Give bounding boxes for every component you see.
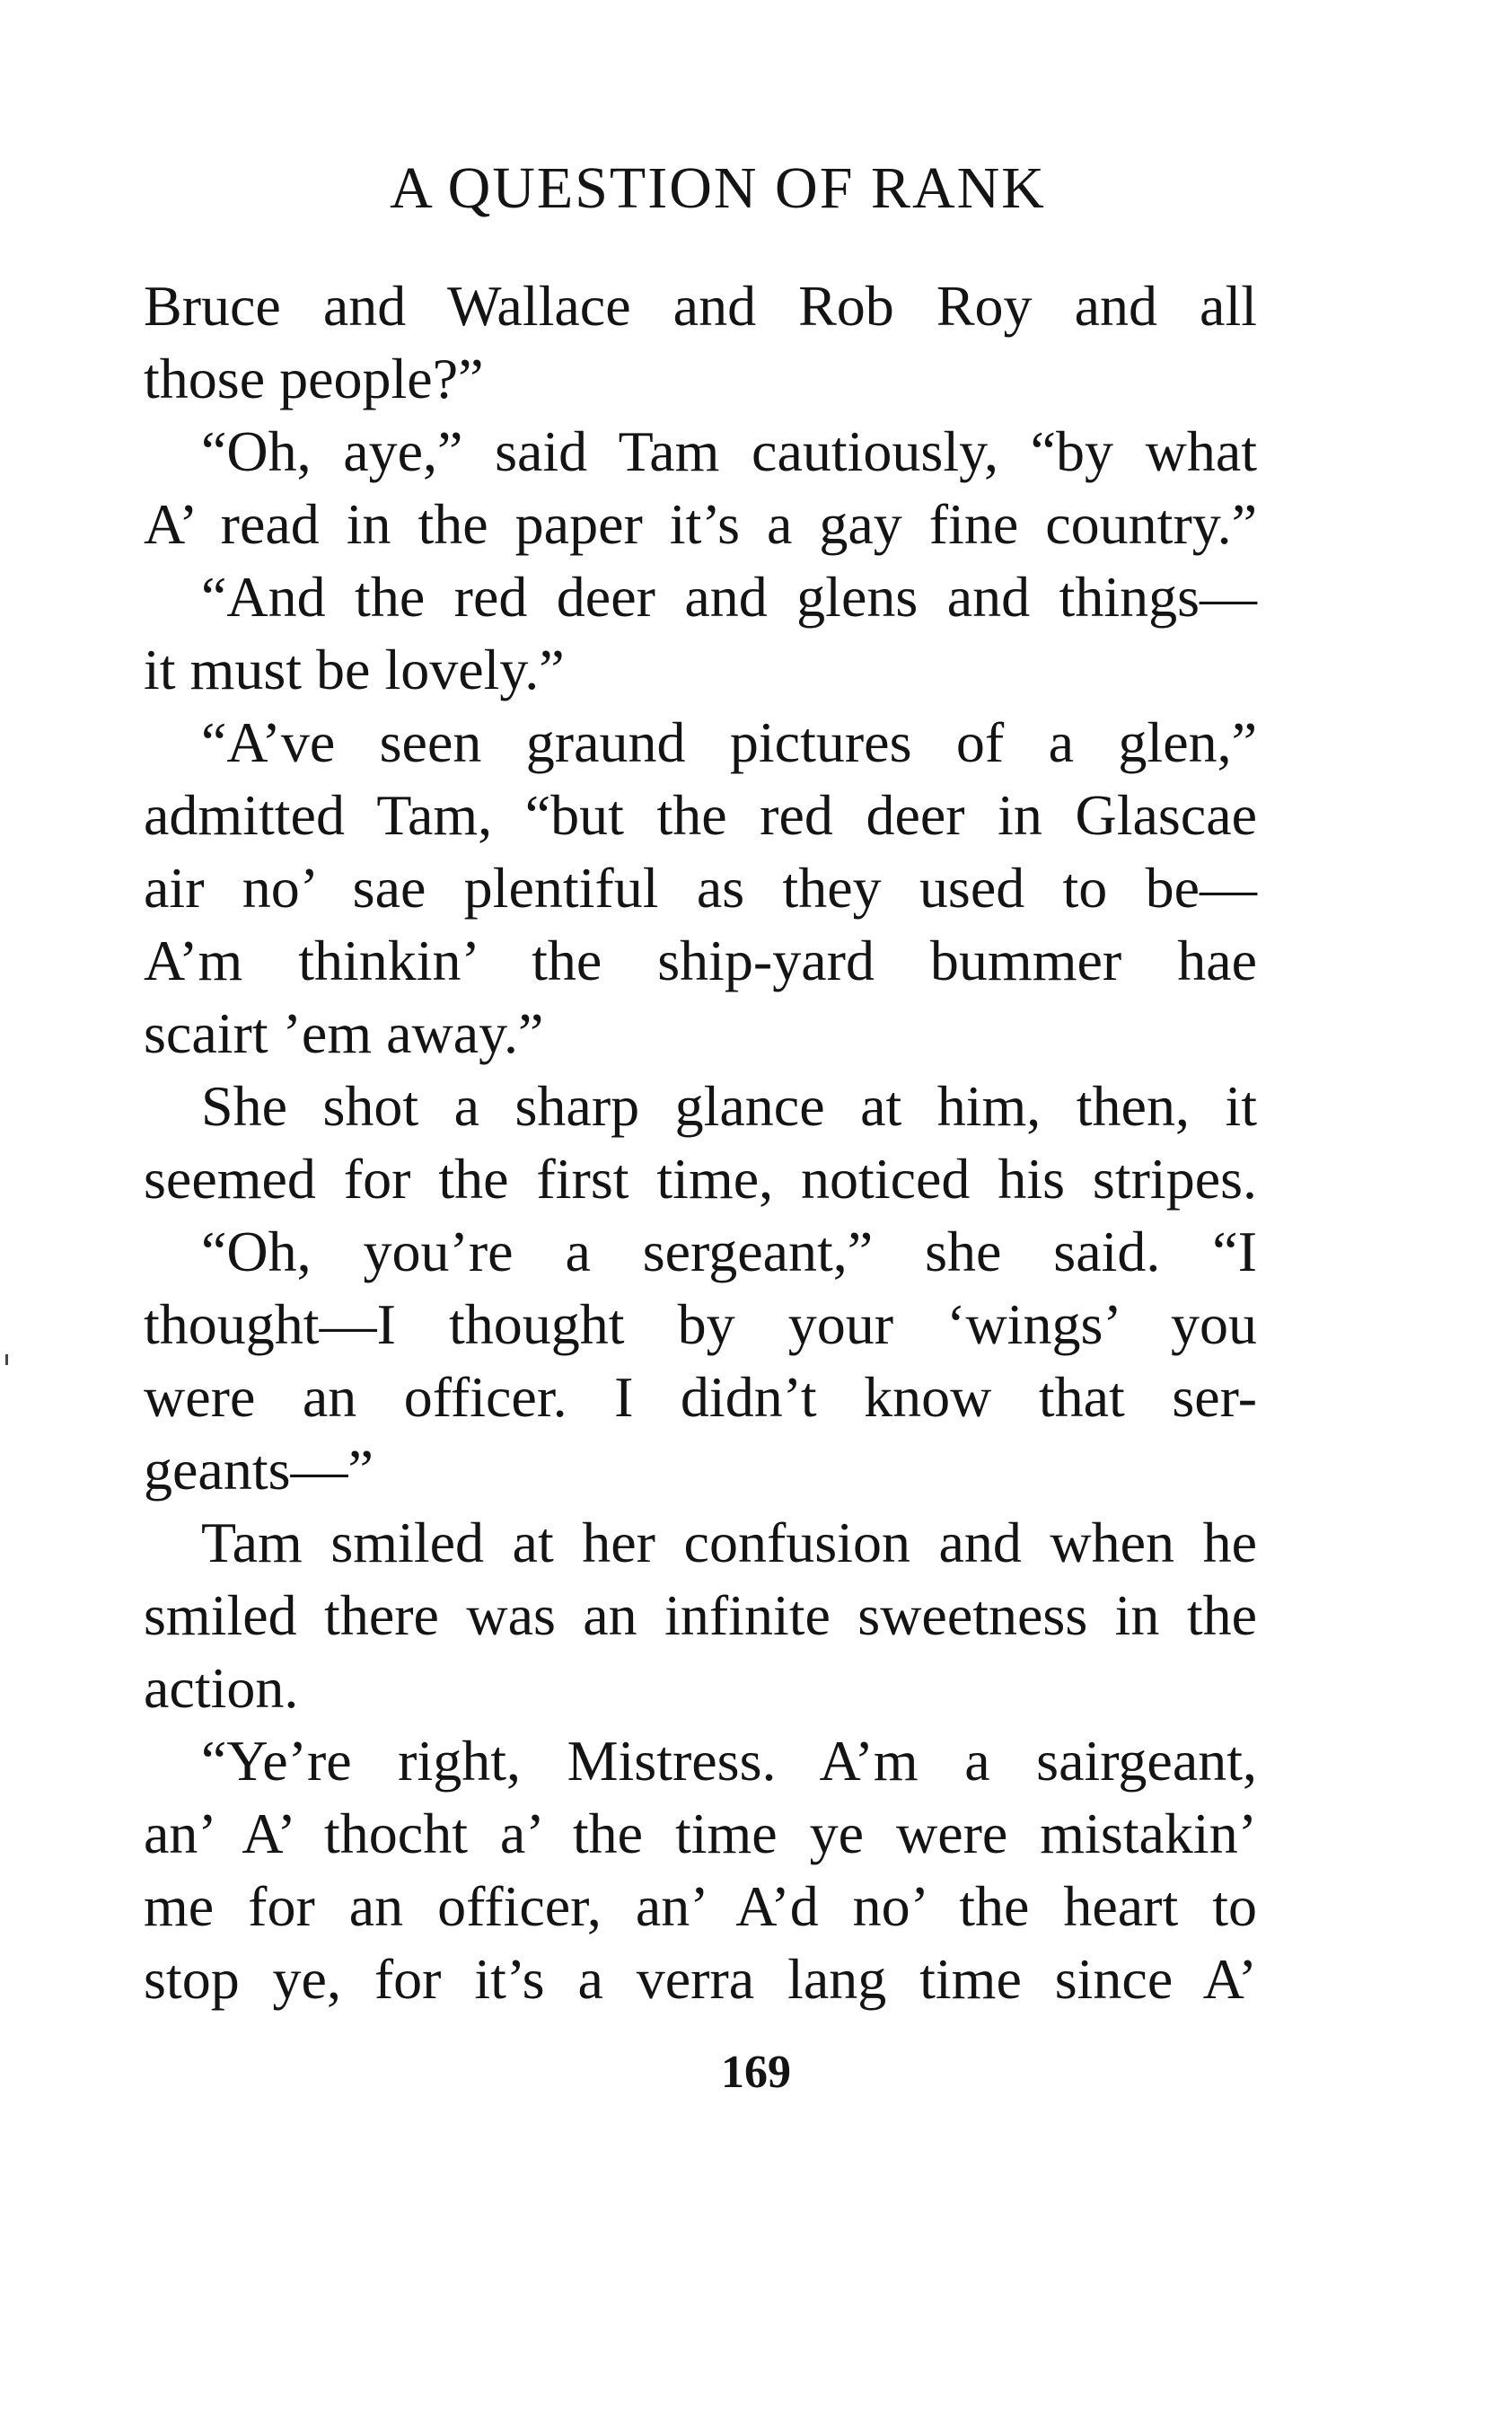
text-line: seemed for the first time, noticed his stripes.: [144, 1147, 1257, 1211]
running-head: A QUESTION OF RANK: [390, 155, 1046, 221]
text-line: “And the red deer and glens and things—: [201, 565, 1257, 629]
body-text: [144, 269, 1257, 2015]
text-line: She shot a sharp glance at him, then, it: [201, 1074, 1257, 1138]
text-line: Tam smiled at her confusion and when he: [201, 1511, 1257, 1574]
text-line: “Oh, you’re a sergeant,” she said. “I: [201, 1220, 1257, 1283]
text-line: geants—”: [144, 1438, 374, 1502]
margin-mark: [5, 1354, 8, 1365]
text-line: those people?”: [144, 347, 484, 410]
text-line: A’ read in the paper it’s a gay fine country.”: [144, 492, 1257, 556]
text-line: A’m thinkin’ the ship-yard bummer hae: [144, 929, 1257, 992]
page-number: 169: [721, 2047, 791, 2098]
text-line: Bruce and Wallace and Rob Roy and all: [144, 274, 1257, 338]
text-line: air no’ sae plentiful as they used to be—: [144, 856, 1257, 920]
text-line: smiled there was an infinite sweetness in the: [144, 1583, 1257, 1647]
text-line: “Ye’re right, Mistress. A’m a sairgeant,: [201, 1729, 1257, 1793]
text-line: an’ A’ thocht a’ the time ye were mistakin’: [144, 1802, 1257, 1865]
text-line: me for an officer, an’ A’d no’ the heart to: [144, 1874, 1257, 1938]
text-line: were an officer. I didn’t know that ser-: [144, 1365, 1257, 1429]
text-line: “Oh, aye,” said Tam cautiously, “by what: [201, 419, 1257, 483]
text-line: “A’ve seen graund pictures of a glen,”: [201, 710, 1257, 774]
text-line: it must be lovely.”: [144, 638, 565, 701]
text-line: action.: [144, 1656, 299, 1720]
text-line: stop ye, for it’s a verra lang time since A’: [144, 1947, 1257, 2011]
text-line: thought—I thought by your ‘wings’ you: [144, 1292, 1257, 1356]
text-line: admitted Tam, “but the red deer in Glascae: [144, 783, 1257, 847]
text-line: scairt ’em away.”: [144, 1001, 544, 1065]
